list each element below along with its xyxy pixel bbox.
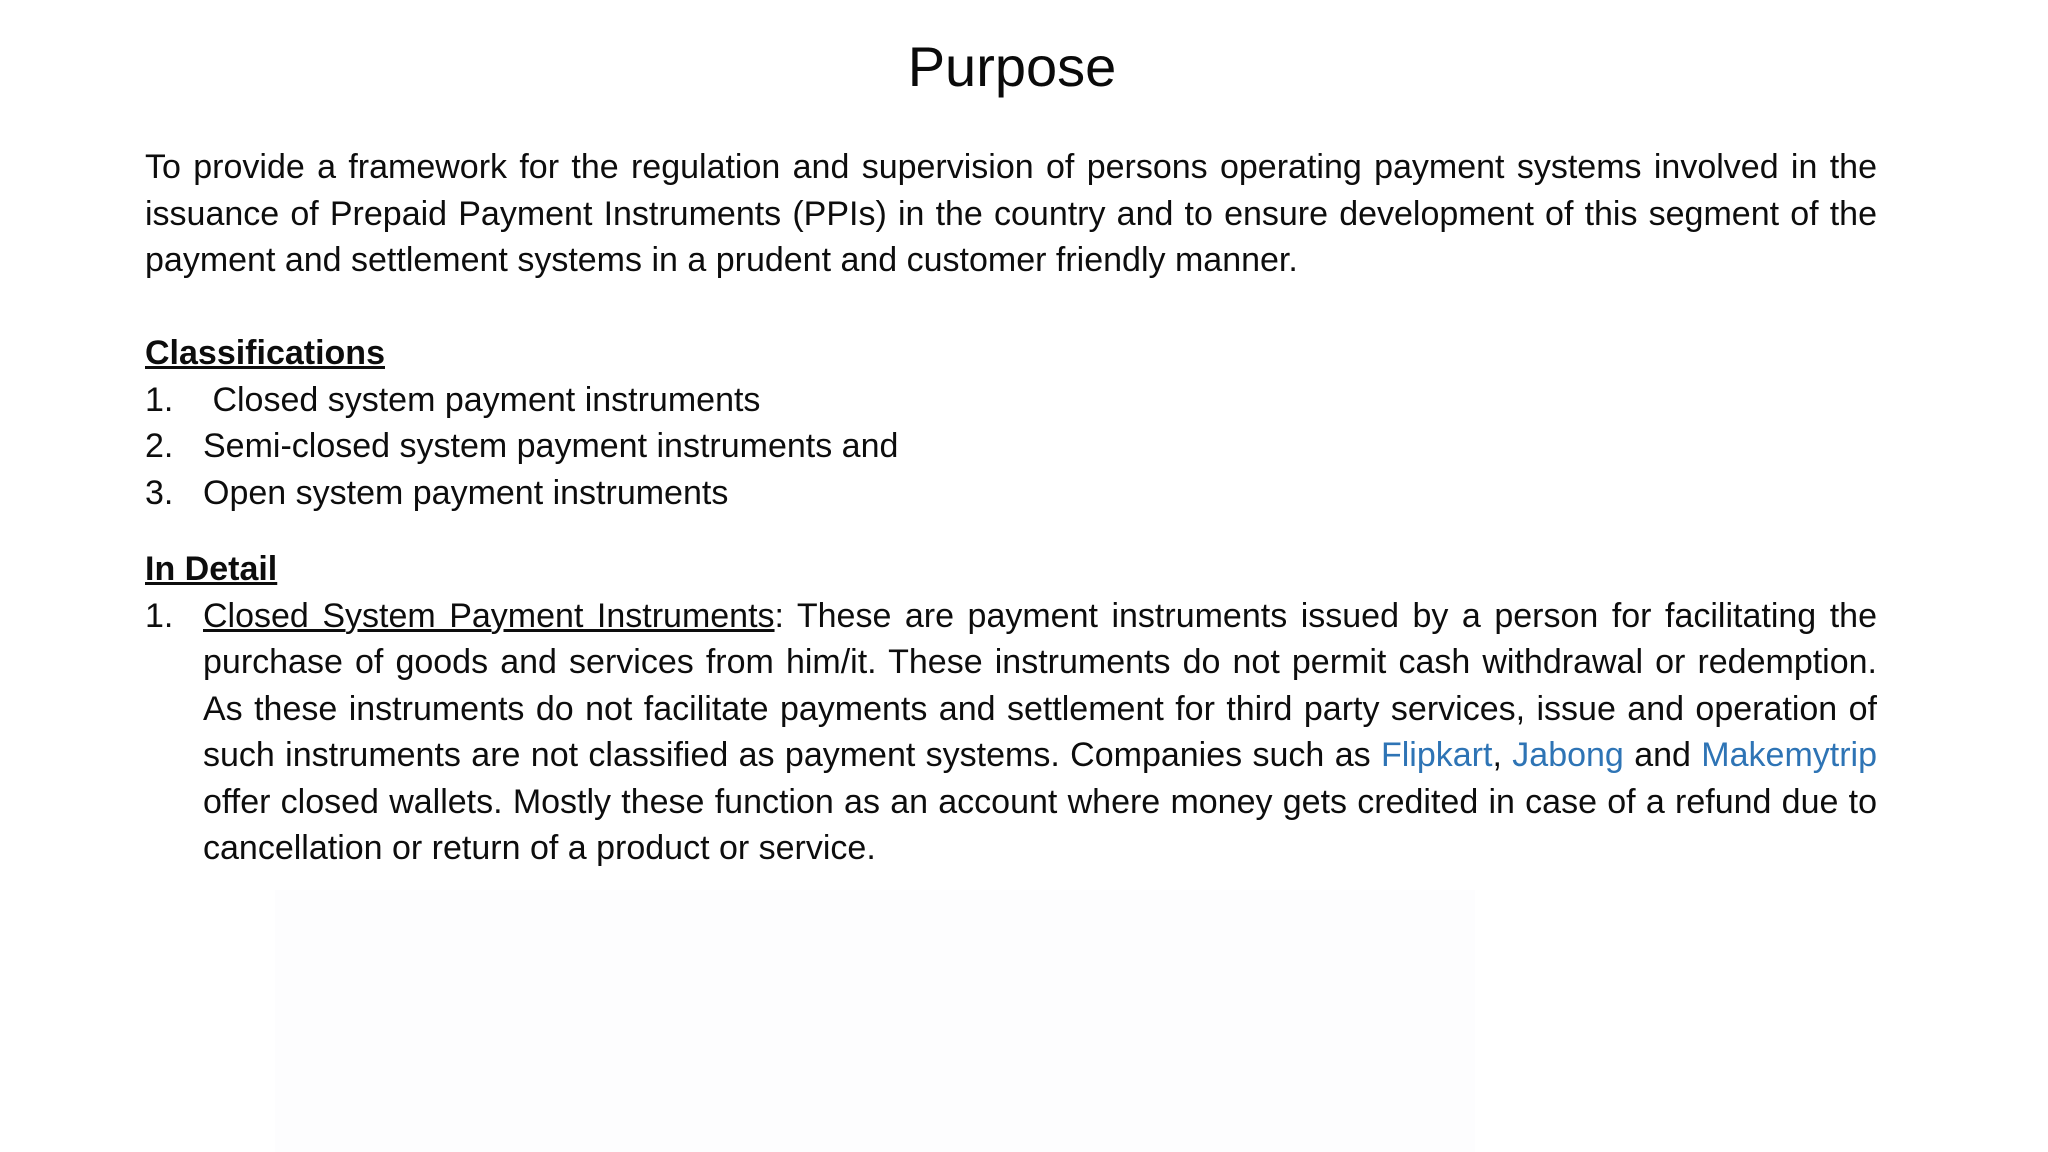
detail-term: Closed System Payment Instruments	[203, 596, 775, 635]
list-number: 1.	[145, 596, 174, 635]
detail-text: : These are payment instruments issued by a person for facilitating the purchase of goods and services from him/it. These instruments do not permit cash withdrawal or redemption. As these instruments do not facilitate payments and settlement for third party services, issue and operation of such instruments are not classified as payment systems. Companies such as	[203, 596, 1877, 774]
spacer	[145, 516, 1877, 546]
purpose-paragraph: To provide a framework for the regulation and supervision of persons operating payment systems involved in the issuance of Prepaid Payment Instruments (PPIs) in the country and to ensure development of this segment of the payment and settlement systems in a prudent and customer friendly manner.	[145, 148, 1877, 279]
list-number: 1.	[145, 380, 174, 419]
background-shade	[275, 890, 1475, 1152]
link-jabong[interactable]: Jabong	[1512, 736, 1624, 774]
detail-text: ,	[1492, 736, 1513, 774]
link-makemytrip[interactable]: Makemytrip	[1701, 736, 1877, 774]
slide-body	[145, 144, 1877, 872]
classifications-list	[145, 377, 1877, 517]
detail-item	[145, 593, 1877, 872]
list-number: 3.	[145, 473, 174, 512]
detail-text: and	[1623, 736, 1702, 774]
detail-text: offer closed wallets. Mostly these function as an account where money gets credited in case of a refund due to cancellation or return of a product or service.	[203, 782, 1877, 867]
list-item	[145, 377, 1877, 424]
classifications-heading: Classifications	[145, 334, 385, 372]
list-item-label: Semi-closed system payment instruments and	[203, 427, 899, 465]
slide-title: Purpose	[907, 35, 1117, 98]
spacer	[145, 284, 1877, 331]
list-number: 2.	[145, 427, 174, 465]
list-item	[145, 423, 1877, 470]
in-detail-heading: In Detail	[145, 550, 278, 588]
list-item	[145, 470, 1877, 517]
link-flipkart[interactable]: Flipkart	[1380, 736, 1493, 774]
list-item-label: Open system payment instruments	[203, 473, 729, 512]
list-item-label: Closed system payment instruments	[203, 380, 761, 419]
